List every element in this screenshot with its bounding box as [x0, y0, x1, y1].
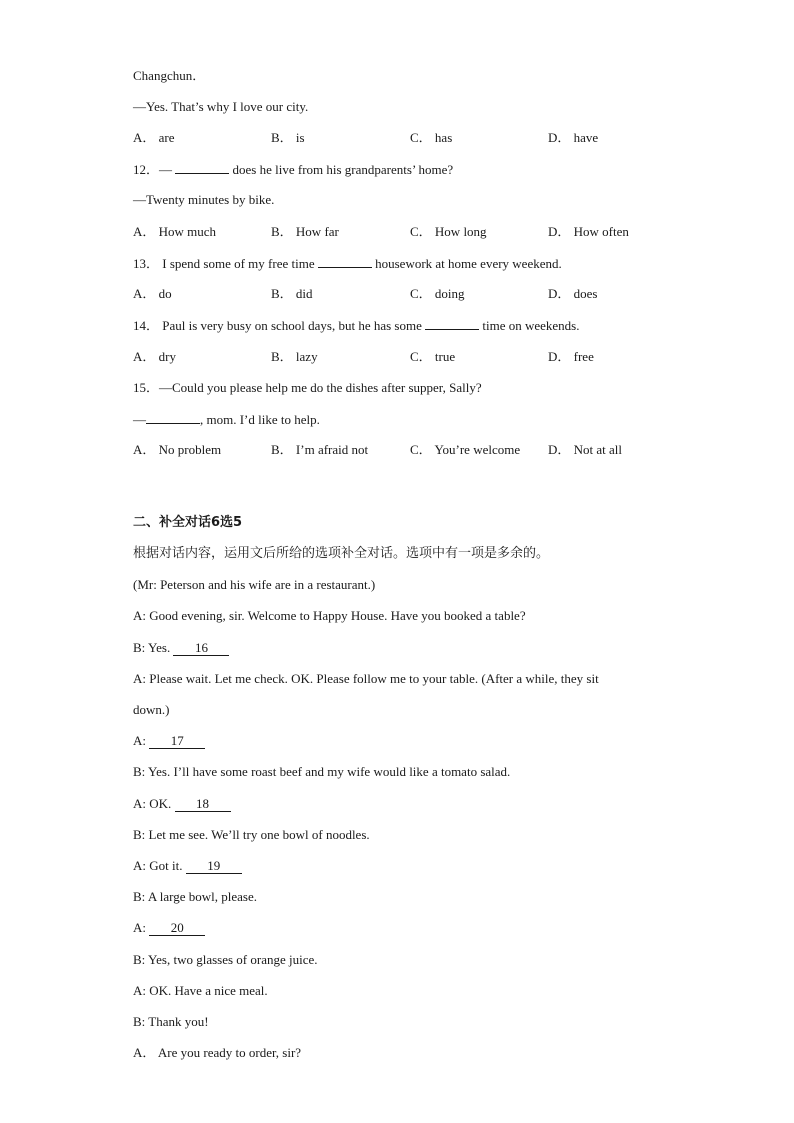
q13-option-c[interactable]: C． doing [410, 286, 465, 301]
q14-option-b[interactable]: B． lazy [271, 349, 318, 364]
dialogue-line-3-cont: down.) [133, 702, 170, 717]
dialogue-line-2 [133, 640, 229, 656]
dialogue-line-4 [133, 733, 205, 749]
option-a[interactable]: A． Are you ready to order, sir? [133, 1045, 302, 1060]
dialogue-line-2-prefix: B: Yes. [133, 640, 174, 655]
dialogue-scene: (Mr: Peterson and his wife are in a restaurant.) [133, 577, 376, 592]
q12-option-d[interactable]: D． How often [548, 224, 629, 239]
q12-stem-suffix: does he live from his grandparents’ home? [229, 162, 454, 177]
q15-answer-suffix: , mom. I’d like to help. [200, 412, 320, 427]
blank-18[interactable]: 18 [175, 797, 231, 812]
blank-19[interactable]: 19 [186, 859, 242, 874]
q15-blank [146, 411, 200, 424]
q14-stem-suffix: time on weekends. [479, 318, 580, 333]
q12-option-b[interactable]: B． How far [271, 224, 339, 239]
q11-option-c[interactable]: C． has [410, 130, 453, 145]
q15-answer-line [133, 411, 320, 428]
q15-option-a[interactable]: A． No problem [133, 442, 222, 457]
blank-17[interactable]: 17 [149, 734, 205, 749]
q12-options [133, 224, 693, 240]
dialogue-line-8-prefix: A: Got it. [133, 858, 186, 873]
q15-option-d[interactable]: D． Not at all [548, 442, 623, 457]
q15-answer-prefix: — [133, 412, 146, 427]
blank-16[interactable]: 16 [173, 641, 229, 656]
dialogue-line-12: A: OK. Have a nice meal. [133, 983, 268, 998]
q11-option-a[interactable]: A． are [133, 130, 175, 145]
q14-option-c[interactable]: C． true [410, 349, 456, 364]
q14-option-a[interactable]: A． dry [133, 349, 176, 364]
q14-blank [425, 317, 479, 330]
q13-stem-suffix: housework at home every weekend. [371, 256, 562, 271]
q11-option-b[interactable]: B． is [271, 130, 305, 145]
q14-options [133, 349, 693, 365]
q11-option-d[interactable]: D． have [548, 130, 599, 145]
q13-option-d[interactable]: D． does [548, 286, 598, 301]
dialogue-line-8 [133, 858, 242, 874]
dialogue-line-6-prefix: A: OK. [133, 796, 175, 811]
q13-stem [133, 255, 562, 272]
q13-option-b[interactable]: B． did [271, 286, 313, 301]
blank-20[interactable]: 20 [149, 921, 205, 936]
dialogue-line-6 [133, 796, 231, 812]
q15-option-b[interactable]: B． I’m afraid not [271, 442, 369, 457]
dialogue-line-9: B: A large bowl, please. [133, 889, 257, 904]
q12-stem [133, 161, 453, 178]
q11-stem-tail: Changchun． [133, 68, 206, 83]
dialogue-line-13: B: Thank you! [133, 1014, 209, 1029]
q12-answer-line: —Twenty minutes by bike. [133, 192, 275, 207]
q14-stem [133, 317, 580, 334]
dialogue-line-10 [133, 920, 205, 936]
q14-stem-prefix: 14． Paul is very busy on school days, but he has some [133, 318, 426, 333]
q13-option-a[interactable]: A． do [133, 286, 172, 301]
dialogue-line-10-prefix: A: [133, 920, 150, 935]
q12-blank [175, 161, 229, 174]
section-instruction: 根据对话内容，运用文后所给的选项补全对话。选项中有一项是多余的。 [133, 546, 550, 561]
dialogue-line-1: A: Good evening, sir. Welcome to Happy House. Have you booked a table? [133, 608, 526, 623]
q15-option-c[interactable]: C． You’re welcome [410, 442, 521, 457]
q14-option-d[interactable]: D． free [548, 349, 594, 364]
q12-option-a[interactable]: A． How much [133, 224, 217, 239]
q12-stem-prefix: 12．— [133, 162, 176, 177]
dialogue-line-11: B: Yes, two glasses of orange juice. [133, 952, 318, 967]
dialogue-line-7: B: Let me see. We’ll try one bowl of noodles. [133, 827, 370, 842]
q11-answer-line: —Yes. That’s why I love our city. [133, 99, 309, 114]
q11-options [133, 130, 693, 146]
q13-options [133, 286, 693, 302]
q12-option-c[interactable]: C． How long [410, 224, 487, 239]
q15-options [133, 442, 693, 458]
section-title: 二、补全对话6选5 [133, 515, 243, 530]
dialogue-line-4-prefix: A: [133, 733, 150, 748]
dialogue-line-5: B: Yes. I’ll have some roast beef and my wife would like a tomato salad. [133, 764, 511, 779]
dialogue-line-3: A: Please wait. Let me check. OK. Please follow me to your table. (After a while, they sit [133, 671, 599, 686]
q15-stem: 15．—Could you please help me do the dishes after supper, Sally? [133, 380, 482, 395]
q13-stem-prefix: 13． I spend some of my free time [133, 256, 318, 271]
q13-blank [318, 255, 372, 268]
